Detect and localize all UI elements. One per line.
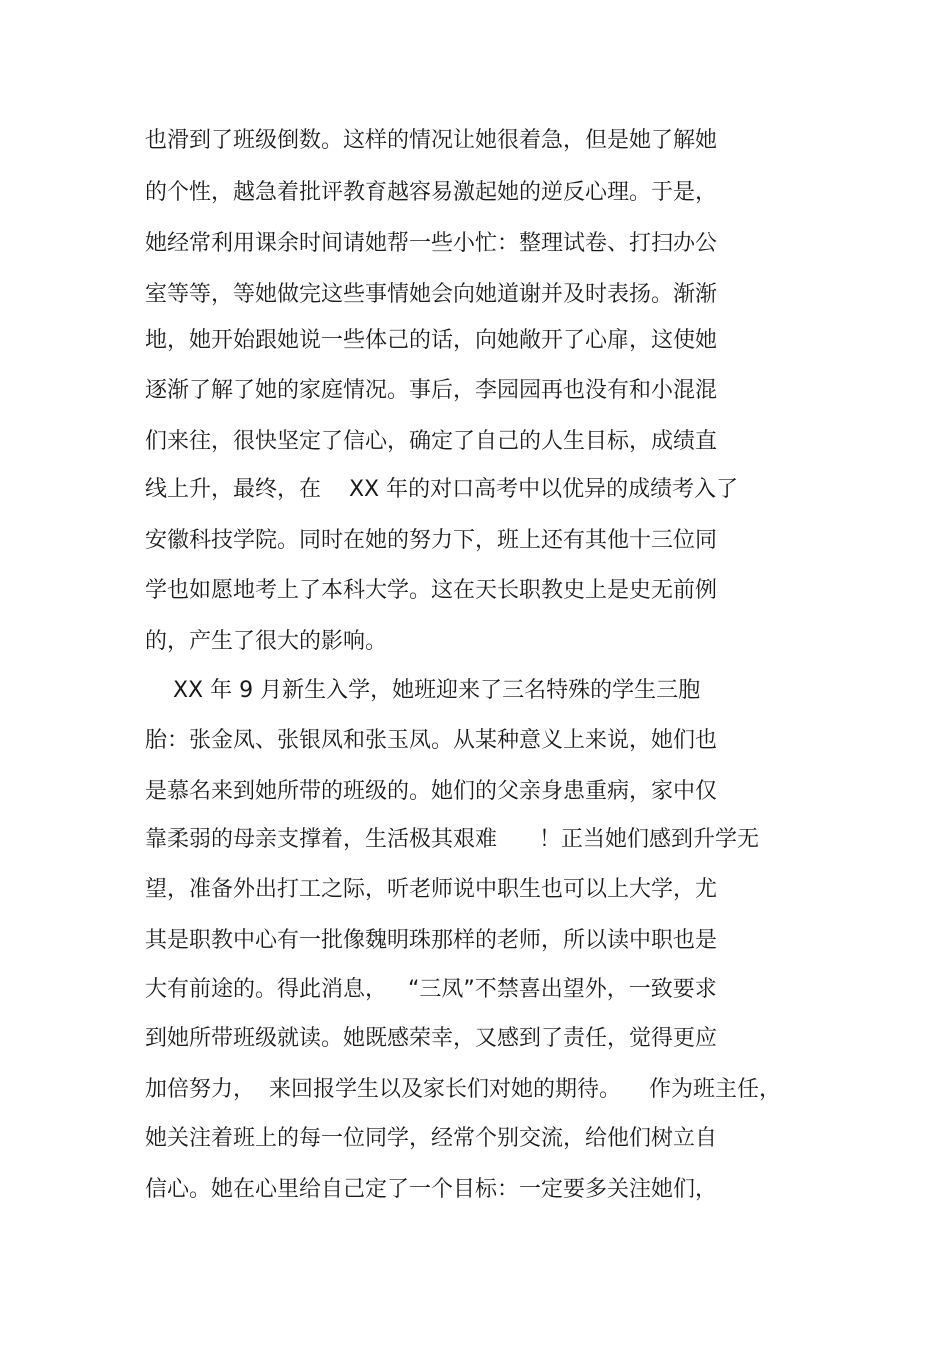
text-line: 其是职教中心有一批像魏明珠那样的老师，所以读中职也是	[145, 928, 718, 953]
text-line: 的，产生了很大的影响。	[145, 629, 388, 654]
text-line: 加倍努力， 来回报学生以及家长们对她的期待。 作为班主任，	[145, 1077, 781, 1102]
text-line: 学也如愿地考上了本科大学。这在天长职教史上是史无前例	[145, 578, 718, 603]
text-line: 们来往，很快坚定了信心，确定了自己的人生目标，成绩直	[145, 429, 718, 454]
text-line: 望，准备外出打工之际，听老师说中职生也可以上大学，尤	[145, 877, 718, 902]
text-line: 信心。她在心里给自己定了一个目标：一定要多关注她们，	[145, 1177, 718, 1202]
text-line: 安徽科技学院。同时在她的努力下，班上还有其他十三位同	[145, 528, 718, 553]
text-line: 胎：张金凤、张银凤和张玉凤。从某种意义上来说，她们也	[145, 728, 718, 753]
text-line: 逐渐了解了她的家庭情况。事后，李园园再也没有和小混混	[145, 378, 718, 403]
text-line: 她关注着班上的每一位同学，经常个别交流，给他们树立自	[145, 1126, 718, 1151]
text-line: 也滑到了班级倒数。这样的情况让她很着急，但是她了解她	[145, 128, 718, 153]
text-line: 大有前途的。得此消息， “三凤”不禁喜出望外，一致要求	[145, 977, 717, 1002]
text-line: 线上升，最终，在 XX 年的对口高考中以优异的成绩考入了	[145, 477, 739, 502]
text-line: 的个性，越急着批评教育越容易激起她的逆反心理。于是，	[145, 180, 718, 205]
text-line: 靠柔弱的母亲支撑着，生活极其艰难 ！正当她们感到升学无	[145, 827, 759, 852]
text-line: XX 年 9 月新生入学，她班迎来了三名特殊的学生三胞	[145, 678, 701, 703]
text-line: 室等等，等她做完这些事情她会向她道谢并及时表扬。渐渐	[145, 282, 718, 307]
text-line: 到她所带班级就读。她既感荣幸，又感到了责任，觉得更应	[145, 1026, 718, 1051]
text-line: 地，她开始跟她说一些体己的话，向她敞开了心扉，这使她	[145, 328, 718, 353]
text-line: 是慕名来到她所带的班级的。她们的父亲身患重病，家中仅	[145, 779, 718, 804]
text-line: 她经常利用课余时间请她帮一些小忙：整理试卷、打扫办公	[145, 231, 718, 256]
